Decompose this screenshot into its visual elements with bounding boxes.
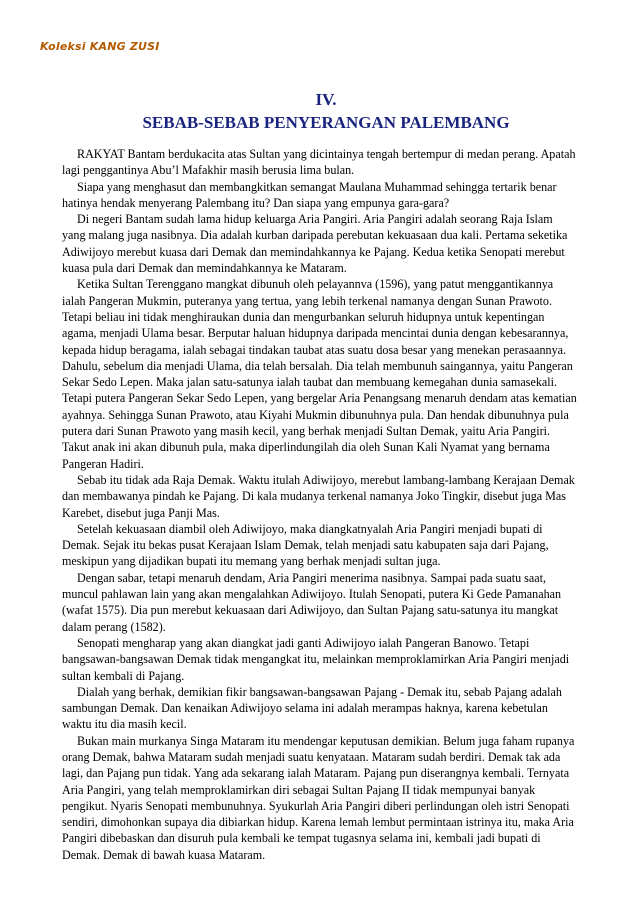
paragraph: Dengan sabar, tetapi menaruh dendam, Aria Pangiri menerima nasibnya. Sampai pada suatu saat, muncul pahlawan lain yang akan mengalahkan Adiwijoyo. Itulah Senopati, putera Ki Gede Pamanahan (wafat 1575). Dia pun merebut kekuasaan dari Adiwijoyo, dan Sultan Pajang satu-satunya itu mangkat dalam perang (1582). — [62, 570, 562, 634]
paragraph: Siapa yang menghasut dan membangkitkan semangat Maulana Muhammad sehingga tertarik benar hatinya hendak menyerang Palembang itu? Dan siapa yang empunya gara-gara? — [62, 179, 557, 210]
paragraph: RAKYAT Bantam berdukacita atas Sultan yang dicintainya tengah bertempur di medan perang. Apatah lagi penggantinya Abu’l Mafakhir masih berusia lima bulan. — [62, 147, 576, 178]
collection-label: Koleksi KANG ZUSI — [40, 40, 160, 53]
paragraph: Setelah kekuasaan diambil oleh Adiwijoyo, maka diangkatnyalah Aria Pangiri menjadi bupati di Demak. Sejak itu bekas pusat Kerajaan Islam Demak, telah menjadi satu kabupaten saja dari Pajang, meskipun yang dijadikan bupati itu memang yang berhak menjadi sultan juga. — [62, 521, 549, 569]
paragraph: Ketika Sultan Terenggano mangkat dibunuh oleh pelayannva (1596), yang patut menggantikannya ialah Pangeran Mukmin, puteranya yang tertua, yang lebih terkenal namanya dengan Sunan Prawoto. Tetapi beliau ini tidak menghiraukan dunia dan mengurbankan seluruh hidupnya untuk kepentingan agama, menjadi Ulama besar. Berputar haluan hidupnya daripada mencintai dunia dengan kebesarannya, kepada hidup beragama, ialah sebagai tindakan taubat atas suatu dosa besar yang menekan perasaannya. Dahulu, sebelum dia menjadi Ulama, dia telah bersalah. Dia telah membunuh saingannya, yaitu Pangeran Sekar Sedo Lepen. Maka jalan satu-satunya ialah taubat dan membuang kemegahan dunia samasekali. Tetapi putera Pangeran Sekar Sedo Lepen, yang bergelar Aria Penangsang menaruh dendam atas kematian ayahnya. Sehingga Sunan Prawoto, atau Kiyahi Mukmin dibunuhnya pula. Dan hendak dibunuhnya pula putera dari Sunan Prawoto yang masih kecil, yang berhak menjadi Sultan Demak, yaitu Aria Pangiri. Takut anak ini akan dibunuh pula, maka diperlindungilah dia oleh Sunan Kali Nyamat yang bernama Pangeran Hadiri. — [62, 277, 577, 471]
paragraph: Sebab itu tidak ada Raja Demak. Waktu itulah Adiwijoyo, merebut lambang-lambang Kerajaan Demak dan membawanya pindah ke Pajang. Di kala mudanya terkenal namanya Joko Tingkir, disebut juga Mas Karebet, disebut juga Panji Mas. — [62, 472, 575, 520]
paragraph: Dialah yang berhak, demikian fikir bangsawan-bangsawan Pajang - Demak itu, sebab Pajang adalah sambungan Demak. Dan kenaikan Adiwijoyo selama ini adalah merampas haknya, karena kebetulan waktu itu dia masih kecil. — [62, 684, 562, 732]
paragraph: Bukan main murkanya Singa Mataram itu mendengar keputusan demikian. Belum juga faham rupanya orang Demak, bahwa Mataram sudah menjadi suatu kenyataan. Mataram sudah berdiri. Demak tak ada lagi, dan Pajang pun tidak. Yang ada sekarang ialah Mataram. Pajang pun diserangnya kembali. Ternyata Aria Pangiri, yang telah memproklamirkan diri sebagai Sultan Pajang II tidak mempunyai banyak pengikut. Nyaris Senopati membunuhnya. Syukurlah Aria Pangiri diberi perlindungan oleh istri Senopati sendiri, dimohonkan supaya dia dibiarkan hidup. Karena lemah lembut permintaan istrinya itu, maka Aria Pangiri dibebaskan dan disuruh pula kembali ke tempat tugasnya selama ini, kembali jadi bupati di Demak. Demak di bawah kuasa Mataram. — [62, 733, 575, 862]
body-text — [62, 146, 578, 863]
paragraph: Di negeri Bantam sudah lama hidup keluarga Aria Pangiri. Aria Pangiri adalah seorang Raja Islam yang malang juga nasibnya. Dia adalah kurban daripada perebutan kekuasaan dua kali. Pertama seketika Adiwijoyo merebut kuasa dari Demak dan memindahkannya ke Pajang. Kedua ketika Senopati merebut kuasa pula dari Demak dan memindahkannya ke Mataram. — [62, 212, 568, 276]
paragraph: Senopati mengharap yang akan diangkat jadi ganti Adiwijoyo ialah Pangeran Banowo. Tetapi bangsawan-bangsawan Demak tidak mengangkat itu, melainkan memproklamirkan Aria Pangiri menjadi sultan kembali di Pajang. — [62, 635, 570, 683]
chapter-title: SEBAB-SEBAB PENYERANGAN PALEMBANG — [142, 113, 510, 132]
chapter-number: IV. — [315, 90, 337, 109]
